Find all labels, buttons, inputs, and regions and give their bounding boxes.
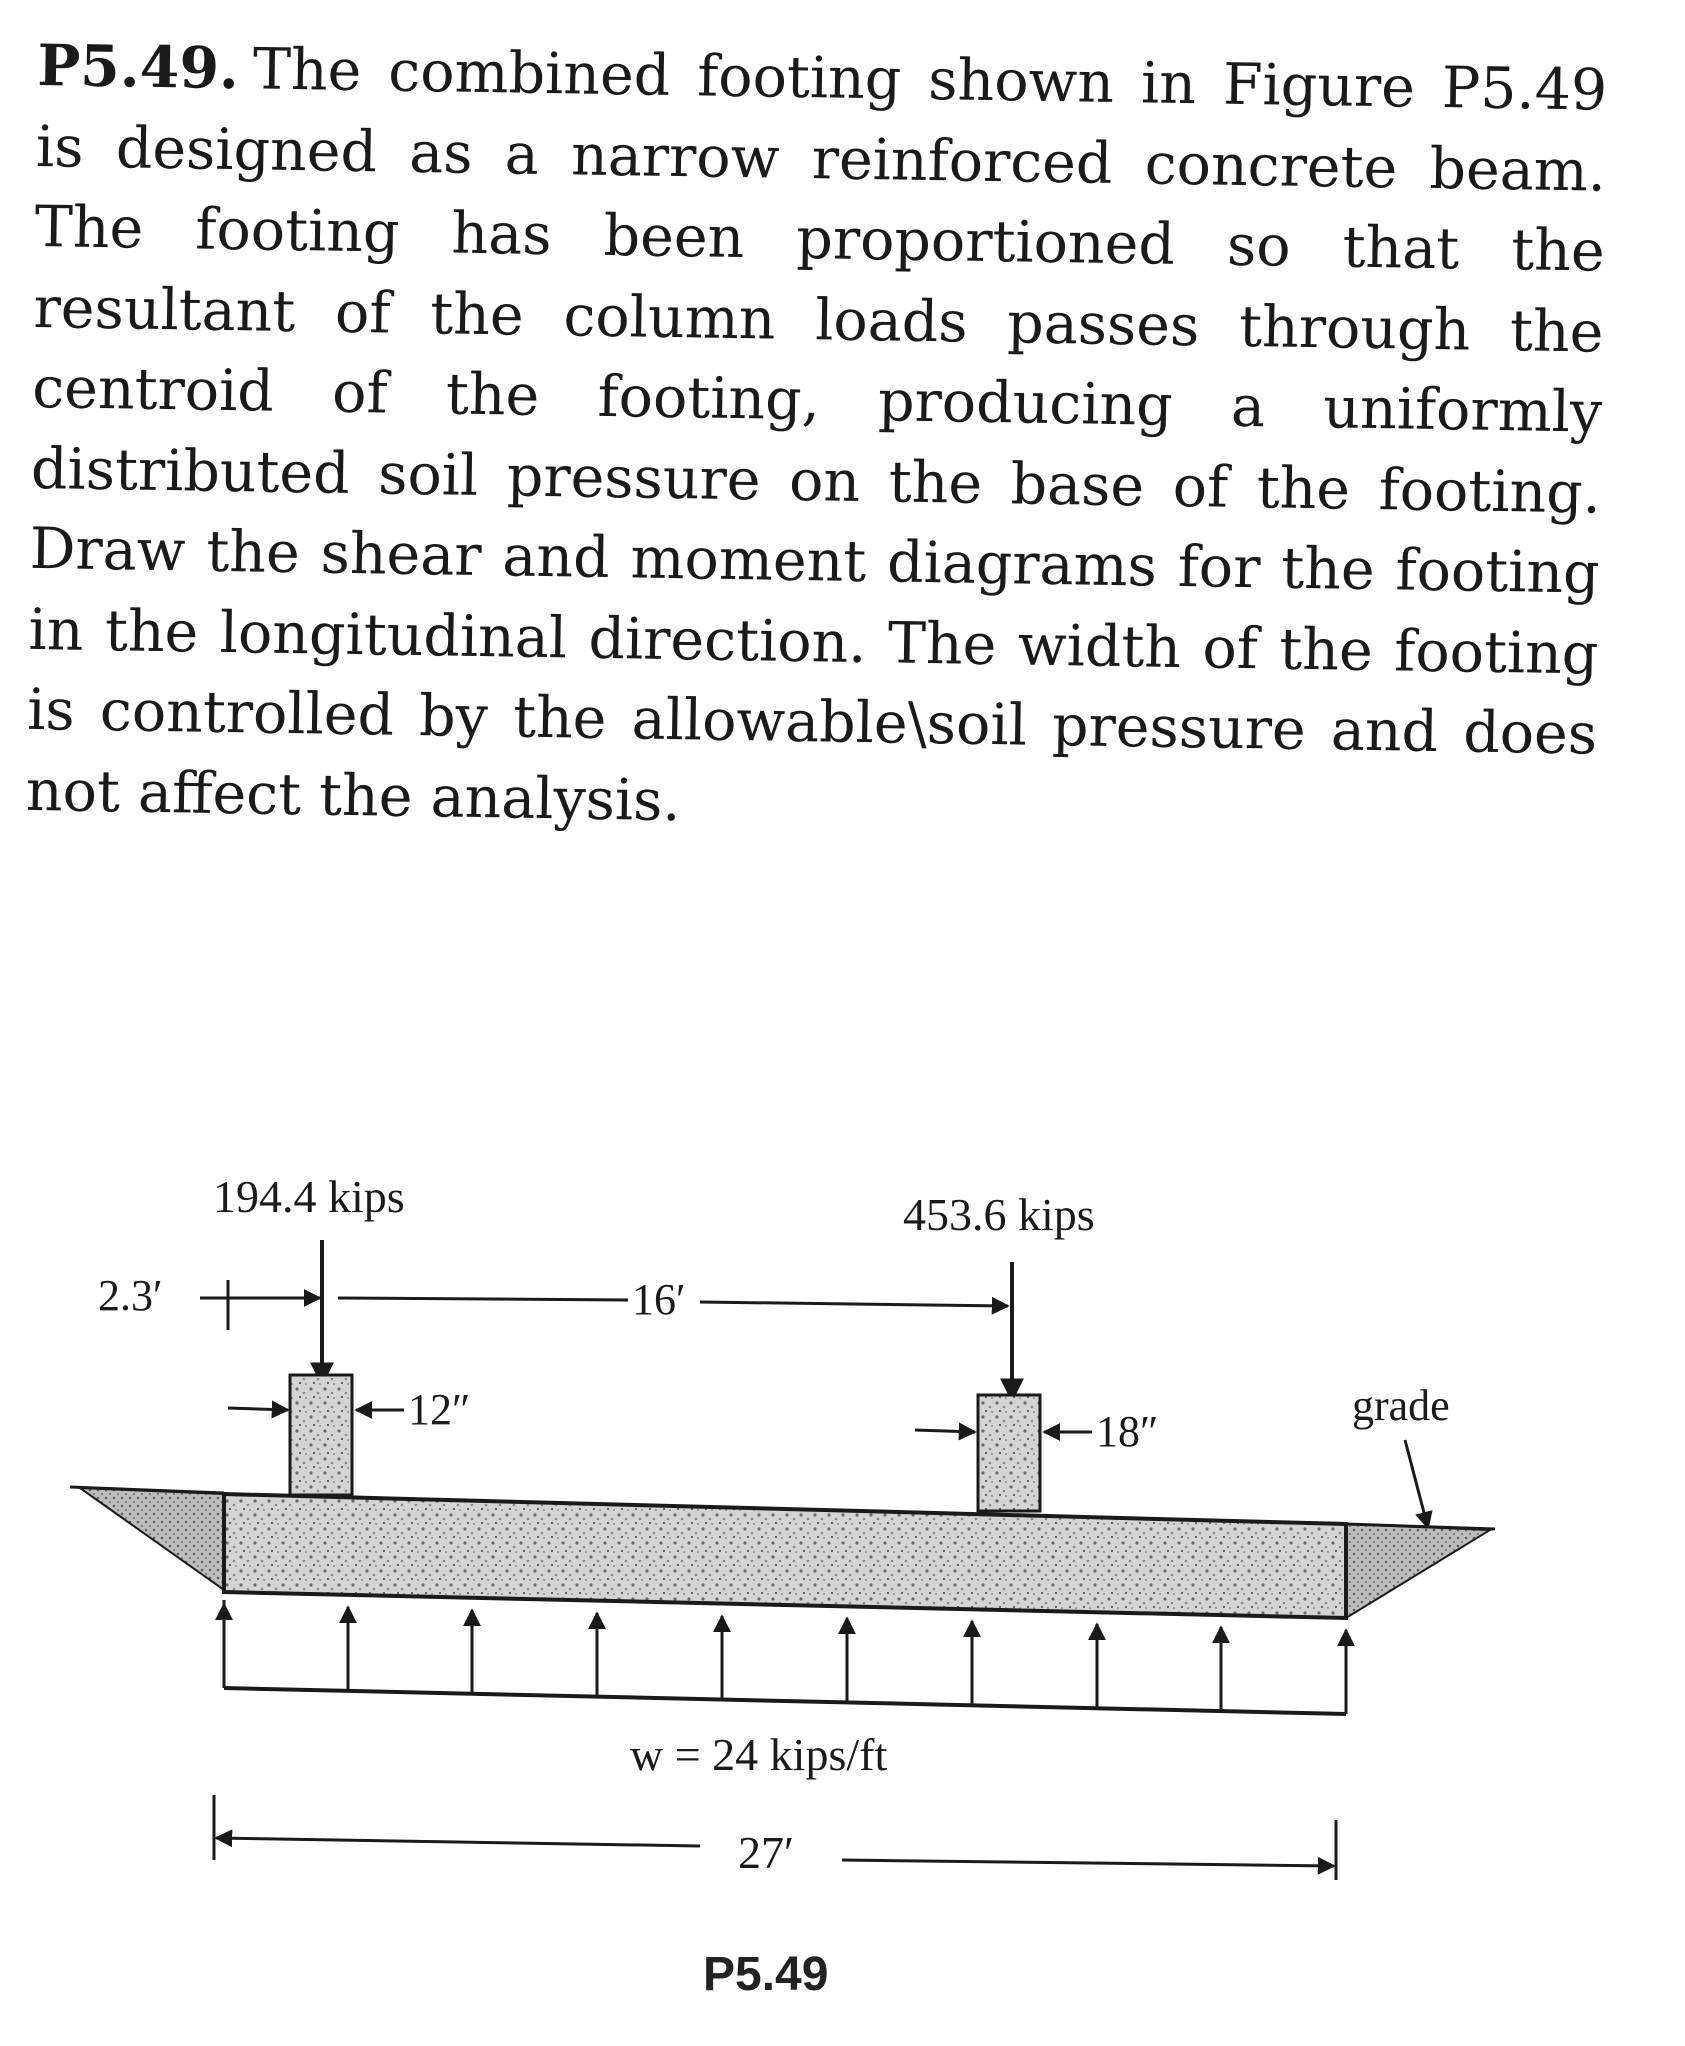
figure-caption: P5.49 bbox=[703, 1948, 829, 2001]
length-arrow-right bbox=[842, 1860, 1334, 1866]
left-column-width-label: 12″ bbox=[408, 1385, 471, 1434]
grade-label: grade bbox=[1352, 1381, 1450, 1430]
left-column-load-label: 194.4 kips bbox=[213, 1171, 405, 1222]
left-column bbox=[290, 1375, 352, 1495]
right-column-width-label: 18″ bbox=[1096, 1407, 1159, 1456]
pressure-arrows bbox=[224, 1604, 1346, 1714]
edge-distance-label: 2.3′ bbox=[98, 1271, 163, 1320]
column-spacing-label: 16′ bbox=[632, 1275, 686, 1324]
left-width-arrow-in bbox=[228, 1408, 288, 1410]
right-width-arrow-in bbox=[915, 1430, 975, 1432]
grade-pointer bbox=[1405, 1440, 1428, 1528]
right-soil-wedge bbox=[1346, 1524, 1490, 1618]
pressure-baseline bbox=[224, 1688, 1346, 1714]
footing-length-label: 27′ bbox=[738, 1827, 795, 1878]
right-column-load-label: 453.6 kips bbox=[903, 1189, 1095, 1240]
left-soil-wedge bbox=[80, 1488, 224, 1590]
soil-pressure-label: w = 24 kips/ft bbox=[630, 1729, 888, 1780]
problem-text: The combined footing shown in Figure P5.49 is designed as a narrow reinforced concrete beam. The footing has been proportioned so that the resultant of the column loads passes through the centroid of the footing, producing a uniformly distributed soil pressure on the base of the footing. Draw the shear and moment diagrams for the footing in the longitudinal direction. The width of the footing is controlled by the allowable\soil pressure and does not affect the analysis. bbox=[25, 36, 1608, 834]
spacing-dimension-line-left bbox=[338, 1298, 628, 1300]
right-column bbox=[978, 1395, 1040, 1511]
length-arrow-left bbox=[216, 1838, 700, 1846]
spacing-dimension-line-right bbox=[700, 1302, 1008, 1306]
problem-number: P5.49. bbox=[36, 31, 240, 103]
footing bbox=[224, 1494, 1346, 1618]
